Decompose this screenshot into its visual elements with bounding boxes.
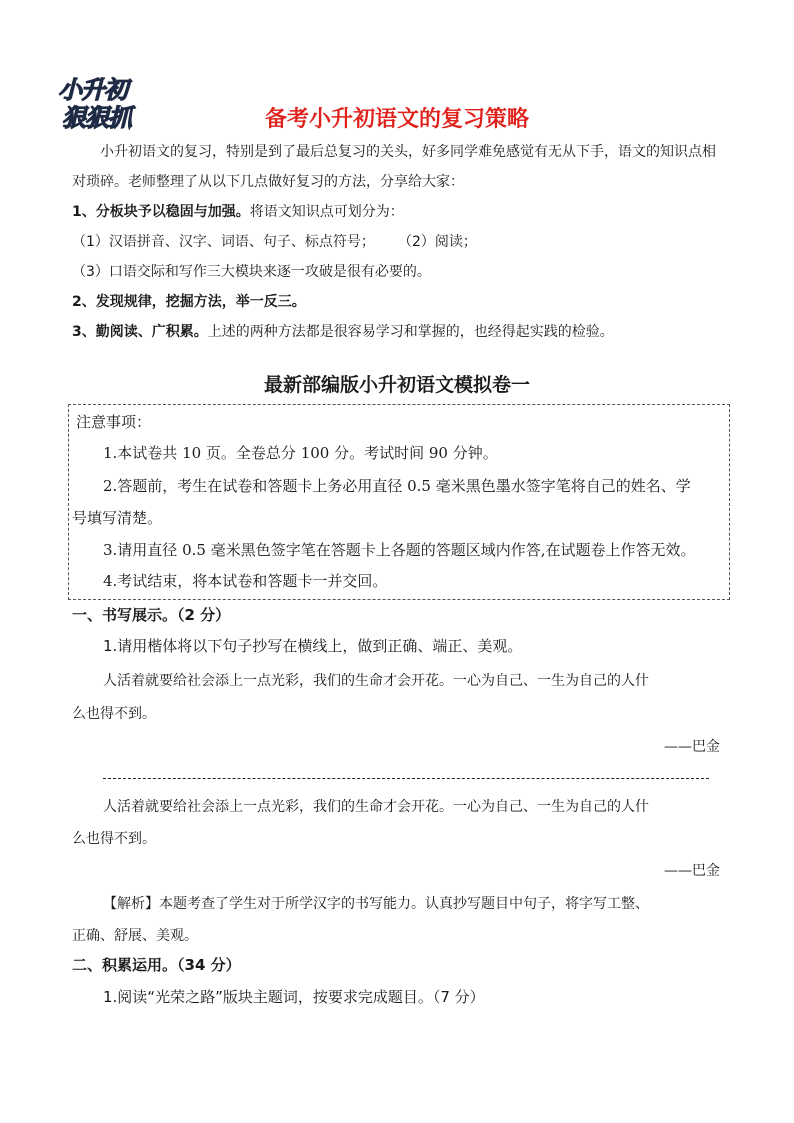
logo-text-line2: 狠狠抓	[62, 104, 131, 132]
section-1-question: 1.请用楷体将以下句子抄写在横线上，做到正确、端正、美观。	[103, 637, 523, 655]
exam-title: 最新部编版小升初语文模拟卷一	[263, 374, 530, 396]
page-title: 备考小升初语文的复习策略	[264, 107, 529, 132]
strategy-3-heading: 3、勤阅读、广积累。	[72, 324, 208, 340]
strategy-1a: （1）汉语拼音、汉字、词语、句子、标点符号；	[72, 234, 375, 250]
notice-item-1: 1.本试卷共 10 页。全卷总分 100 分。考试时间 90 分钟。	[103, 444, 498, 462]
notice-item-2b: 号填写清楚。	[72, 509, 163, 527]
quote-author: ——巴金	[664, 739, 720, 755]
analysis-line-1	[103, 893, 649, 913]
analysis-text: 本题考查了学生对于所学汉字的书写能力。认真抄写题目中句子，将字写工整、	[159, 896, 649, 912]
strategy-1	[72, 202, 404, 222]
strategy-1-heading: 1、分板块予以稳固与加强。	[72, 204, 250, 220]
section-2-question: 1.阅读“光荣之路”版块主题词，按要求完成题目。（7 分）	[103, 988, 485, 1006]
analysis-line-2: 正确、舒展、美观。	[72, 928, 198, 944]
answer-line-2: 么也得不到。	[72, 831, 156, 847]
answer-line-1: 人活着就要给社会添上一点光彩，我们的生命才会开花。一心为自己、一生为自己的人什	[103, 799, 649, 815]
notice-heading: 注意事项：	[76, 413, 152, 431]
intro-line-1: 小升初语文的复习，特别是到了最后总复习的关头，好多同学难免感觉有无从下手，语文的知识点相	[100, 144, 716, 160]
strategy-1b: （2）阅读；	[398, 234, 477, 250]
analysis-label: 【解析】	[103, 896, 159, 912]
strategy-2	[72, 292, 306, 312]
section-1-heading: 一、书写展示。（2 分）	[72, 606, 231, 624]
writing-line[interactable]	[103, 778, 709, 779]
logo-text-line1: 小升初	[58, 76, 127, 104]
quote-line-2: 么也得不到。	[72, 706, 156, 722]
answer-author: ——巴金	[664, 863, 720, 879]
strategy-3-text: 上述的两种方法都是很容易学习和掌握的，也经得起实践的检验。	[207, 324, 614, 340]
notice-item-3: 3.请用直径 0.5 毫米黑色签字笔在答题卡上各题的答题区域内作答,在试题卷上作答无效。	[103, 541, 696, 559]
quote-line-1: 人活着就要给社会添上一点光彩，我们的生命才会开花。一心为自己、一生为自己的人什	[103, 673, 649, 689]
intro-line-2: 对琐碎。老师整理了从以下几点做好复习的方法，分享给大家：	[72, 174, 464, 190]
notice-item-4: 4.考试结束，将本试卷和答题卡一并交回。	[103, 572, 388, 590]
notice-item-2a: 2.答题前，考生在试卷和答题卡上务必用直径 0.5 毫米黑色墨水签字笔将自己的姓名、学	[103, 477, 691, 495]
strategy-1c: （3）口语交际和写作三大模块来逐一攻破是很有必要的。	[72, 264, 431, 280]
section-2-heading: 二、积累运用。（34 分）	[72, 956, 241, 974]
strategy-1-text: 将语文知识点可划分为：	[249, 204, 404, 220]
strategy-3	[72, 322, 614, 342]
strategy-2-heading: 2、发现规律，挖掘方法，举一反三。	[72, 294, 306, 310]
